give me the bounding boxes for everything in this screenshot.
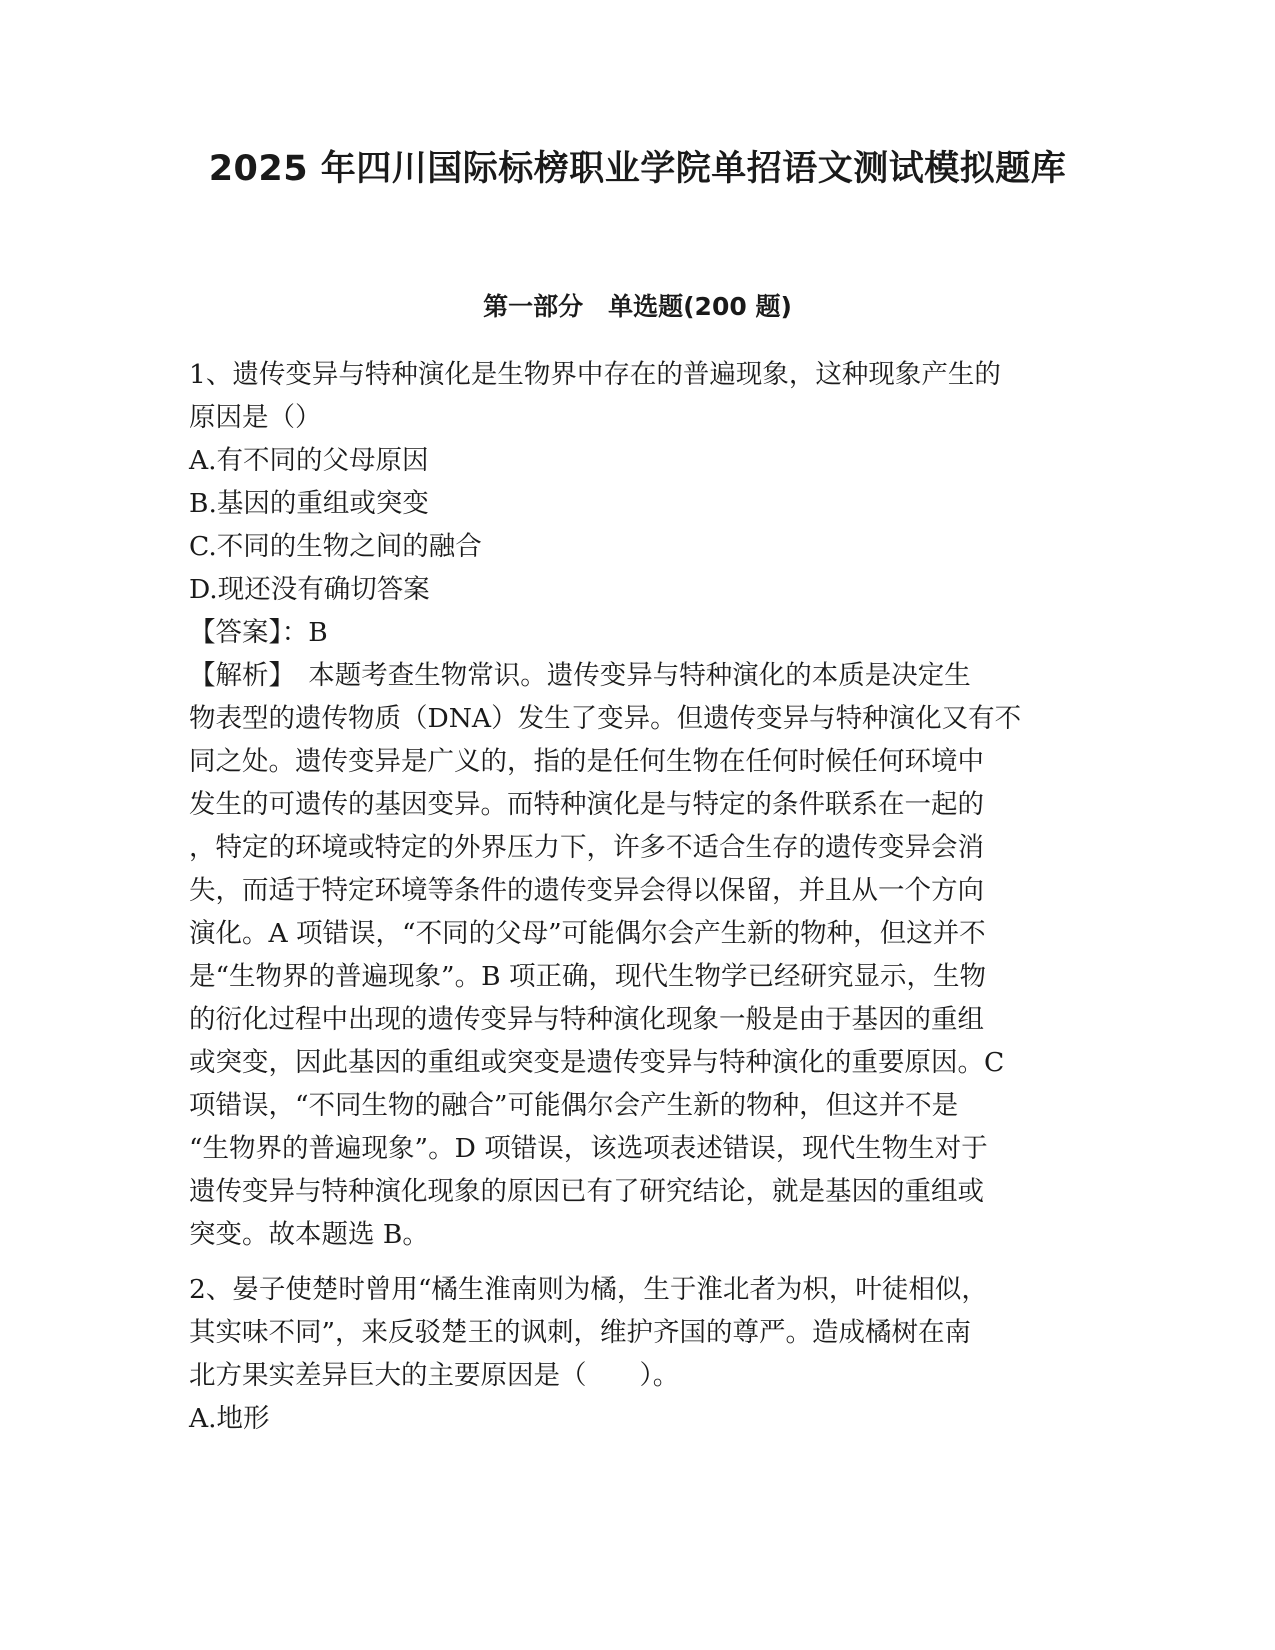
question-1-stem-line: 1、遗传变异与特种演化是生物界中存在的普遍现象，这种现象产生的 (189, 359, 1001, 390)
analysis-line: 失，而适于特定环境等条件的遗传变异会得以保留，并且从一个方向 (189, 875, 984, 906)
analysis-line: “生物界的普遍现象”。D 项错误，该选项表述错误，现代生物生对于 (189, 1133, 988, 1164)
section-title: 第一部分 单选题(200 题) (483, 292, 792, 321)
question-1-option-b: B.基因的重组或突变 (189, 488, 429, 519)
question-1-option-d: D.现还没有确切答案 (189, 574, 430, 605)
question-2-stem (189, 1268, 1089, 1397)
analysis-line: 或突变，因此基因的重组或突变是遗传变异与特种演化的重要原因。C (189, 1047, 1005, 1078)
analysis-line: 是“生物界的普遍现象”。B 项正确，现代生物学已经研究显示，生物 (189, 961, 986, 992)
document-title: 2025 年四川国际标榜职业学院单招语文测试模拟题库 (208, 149, 1067, 189)
question-1-answer: 【答案】：B (189, 617, 328, 648)
analysis-line: 项错误，“不同生物的融合”可能偶尔会产生新的物种，但这并不是 (189, 1090, 959, 1121)
question-spacer (189, 1256, 1089, 1268)
question-2-stem-line: 其实味不同”，来反驳楚王的讽刺，维护齐国的尊严。造成橘树在南 (189, 1317, 972, 1348)
document-body (189, 353, 1089, 1440)
question-1-stem (189, 353, 1089, 439)
analysis-line: ，特定的环境或特定的外界压力下，许多不适合生存的遗传变异会消 (189, 832, 984, 863)
analysis-line: 遗传变异与特种演化现象的原因已有了研究结论，就是基因的重组或 (189, 1176, 984, 1207)
question-1 (189, 353, 1089, 1256)
question-2 (189, 1268, 1089, 1440)
question-1-analysis (189, 654, 1089, 1256)
question-1-stem-line: 原因是（） (189, 402, 322, 433)
analysis-line: 的衍化过程中出现的遗传变异与特种演化现象一般是由于基因的重组 (189, 1004, 984, 1035)
question-1-options (189, 439, 1089, 611)
question-2-option-a: A.地形 (189, 1403, 270, 1434)
analysis-line: 【解析】 本题考查生物常识。遗传变异与特种演化的本质是决定生 (189, 660, 971, 691)
question-2-stem-line: 2、晏子使楚时曾用“橘生淮南则为橘，生于淮北者为枳，叶徒相似， (189, 1274, 988, 1305)
analysis-line: 物表型的遗传物质（DNA）发生了变异。但遗传变异与特种演化又有不 (189, 703, 1022, 734)
question-2-stem-line: 北方果实差异巨大的主要原因是（ ）。 (189, 1360, 680, 1391)
question-1-option-a: A.有不同的父母原因 (189, 445, 429, 476)
analysis-line: 发生的可遗传的基因变异。而特种演化是与特定的条件联系在一起的 (189, 789, 984, 820)
question-1-option-c: C.不同的生物之间的融合 (189, 531, 482, 562)
analysis-line: 同之处。遗传变异是广义的，指的是任何生物在任何时候任何环境中 (189, 746, 984, 777)
analysis-line: 突变。故本题选 B。 (189, 1219, 429, 1250)
question-2-options (189, 1397, 1089, 1440)
analysis-line: 演化。A 项错误，“不同的父母”可能偶尔会产生新的物种，但这并不 (189, 918, 986, 949)
